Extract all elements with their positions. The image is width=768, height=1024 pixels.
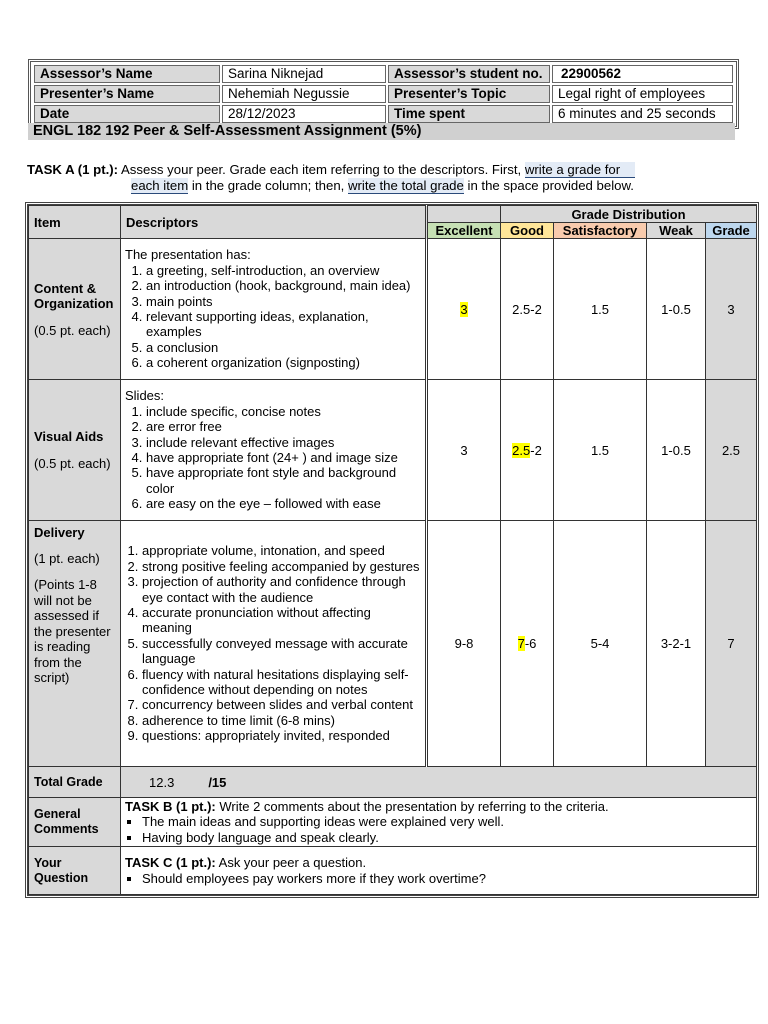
table-row — [29, 239, 757, 380]
good-value-a: 2.5 — [512, 442, 531, 458]
task-b-text: Write 2 comments about the presentation by referring to the criteria. — [215, 799, 609, 814]
descriptor-intro: The presentation has: — [125, 247, 251, 263]
item-title: Delivery — [34, 525, 85, 540]
date-value: 28/12/2023 — [222, 105, 386, 123]
list-item: 4. accurate pronunciation without affecting meaning — [142, 605, 421, 636]
time-spent-label: Time spent — [388, 105, 550, 123]
student-no-value: 22900562 — [552, 65, 733, 83]
descriptor-intro: Slides: — [125, 388, 165, 404]
general-comments-label: General Comments — [29, 798, 121, 847]
descriptors-delivery — [121, 521, 427, 767]
list-item: 3. main points — [146, 294, 421, 309]
list-item: 6. a coherent organization (signposting) — [146, 355, 421, 370]
list-item: 2. an introduction (hook, background, main idea) — [146, 278, 421, 293]
grade-distribution-header: Grade Distribution — [501, 206, 757, 223]
total-row — [29, 767, 757, 798]
good-cell — [501, 380, 554, 521]
list-item: 6. are easy on the eye – followed with ease — [146, 496, 421, 511]
col-grade: Grade — [706, 223, 757, 239]
good-value-b: -6 — [524, 636, 537, 651]
task-a-underline-1a: write a grade for — [524, 162, 621, 177]
total-grade-value — [121, 767, 757, 798]
time-spent-value: 6 minutes and 25 seconds — [552, 105, 733, 123]
topic-label: Presenter’s Topic — [388, 85, 550, 103]
weak-cell: 3-2-1 — [647, 521, 706, 767]
grade-cell: 3 — [706, 239, 757, 380]
list-item: 1. include specific, concise notes — [146, 404, 421, 419]
list-item: 4. have appropriate font (24+ ) and image size — [146, 450, 421, 465]
good-cell — [501, 239, 554, 380]
item-note-2: (Points 1-8 will not be assessed if the presenter is reading from the script) — [34, 577, 111, 685]
assessor-name-value: Sarina Niknejad — [222, 65, 386, 83]
satisfactory-cell: 1.5 — [554, 380, 647, 521]
list-item: 2. strong positive feeling accompanied by gestures — [142, 559, 421, 574]
item-visual-aids — [29, 380, 121, 521]
task-c-text: Ask your peer a question. — [215, 855, 367, 871]
task-c-label: TASK C (1 pt.): — [125, 855, 216, 871]
list-item: 9. questions: appropriately invited, responded — [142, 728, 421, 743]
good-value-a: 7 — [517, 636, 525, 651]
descriptors-content — [121, 239, 427, 380]
item-note: (1 pt. each) — [34, 551, 100, 566]
comments-row — [29, 798, 757, 847]
list-item: 5. successfully conveyed message with accurate language — [142, 636, 421, 667]
your-question-content — [121, 847, 757, 895]
task-a-label: TASK A (1 pt.): — [27, 162, 119, 177]
satisfactory-cell: 5-4 — [554, 521, 647, 767]
assessor-name-label: Assessor’s Name — [34, 65, 220, 83]
list-item: ▪ Should employees pay workers more if they work overtime? — [142, 871, 752, 886]
list-item: 2. are error free — [146, 419, 421, 434]
descriptors-header: Descriptors — [121, 206, 427, 239]
list-item: 1. appropriate volume, intonation, and speed — [142, 543, 421, 558]
excellent-cell: 3 — [427, 380, 501, 521]
col-satisfactory: Satisfactory — [554, 223, 647, 239]
assessment-info-table — [28, 59, 739, 129]
list-item: 8. adherence to time limit (6-8 mins) — [142, 713, 421, 728]
good-cell — [501, 521, 554, 767]
grade-cell: 2.5 — [706, 380, 757, 521]
list-item: 3. include relevant effective images — [146, 435, 421, 450]
date-label: Date — [34, 105, 220, 123]
total-grade-label: Total Grade — [29, 767, 121, 798]
list-item: 4. relevant supporting ideas, explanation, examples — [146, 309, 421, 340]
list-item: 3. projection of authority and confidence through eye contact with the audience — [142, 574, 421, 605]
table-row — [29, 380, 757, 521]
presenter-name-value: Nehemiah Negussie — [222, 85, 386, 103]
weak-cell: 1-0.5 — [647, 380, 706, 521]
table-row — [29, 521, 757, 767]
list-item: 7. concurrency between slides and verbal content — [142, 697, 421, 712]
item-note: (0.5 pt. each) — [34, 322, 111, 338]
item-title: Content & Organization — [34, 280, 114, 311]
general-comments-content — [121, 798, 757, 847]
excellent-cell: 9-8 — [427, 521, 501, 767]
question-row — [29, 847, 757, 895]
col-excellent: Excellent — [427, 223, 501, 239]
list-item: ▪ The main ideas and supporting ideas were explained very well. — [142, 814, 752, 829]
item-delivery — [29, 521, 121, 767]
task-a-text-3: in the space provided below. — [463, 178, 634, 193]
presenter-name-label: Presenter’s Name — [34, 85, 220, 103]
col-weak: Weak — [647, 223, 706, 239]
course-title: ENGL 182 192 Peer & Self-Assessment Assignment (5%) — [28, 123, 735, 140]
student-no-label: Assessor’s student no. — [388, 65, 550, 83]
good-value-b: -2 — [530, 442, 542, 458]
weak-cell: 1-0.5 — [647, 239, 706, 380]
list-item: 1. a greeting, self-introduction, an overview — [146, 263, 421, 278]
excellent-cell — [427, 239, 501, 380]
task-a-text-1: Assess your peer. Grade each item referring to the descriptors. First, — [118, 162, 525, 177]
good-value-a: 2.5 — [512, 301, 531, 317]
list-item: 5. a conclusion — [146, 340, 421, 355]
topic-value: Legal right of employees — [552, 85, 733, 103]
list-item: 6. fluency with natural hesitations displaying self-confidence without depending on notes — [142, 667, 421, 698]
col-good: Good — [501, 223, 554, 239]
excellent-value: 3 — [460, 301, 468, 317]
total-max: /15 — [208, 774, 227, 790]
descriptors-visual — [121, 380, 427, 521]
item-title: Visual Aids — [34, 429, 104, 444]
list-item: ▪ Having body language and speak clearly. — [142, 830, 752, 845]
task-a-underline-2: write the total grade — [348, 178, 464, 193]
your-question-label: Your Question — [29, 847, 121, 895]
task-a-instructions — [27, 162, 747, 194]
item-content-organization — [29, 239, 121, 380]
task-a-underline-1b: each item — [131, 178, 189, 193]
good-value-b: -2 — [530, 301, 542, 317]
task-a-text-2: in the grade column; then, — [188, 178, 349, 193]
grade-cell: 7 — [706, 521, 757, 767]
item-note: (0.5 pt. each) — [34, 456, 111, 471]
task-b-label: TASK B (1 pt.): — [125, 799, 216, 814]
grading-table — [25, 202, 759, 898]
total-score: 12.3 — [149, 774, 175, 790]
satisfactory-cell: 1.5 — [554, 239, 647, 380]
list-item: 5. have appropriate font style and background color — [146, 465, 421, 496]
item-header: Item — [29, 206, 121, 239]
